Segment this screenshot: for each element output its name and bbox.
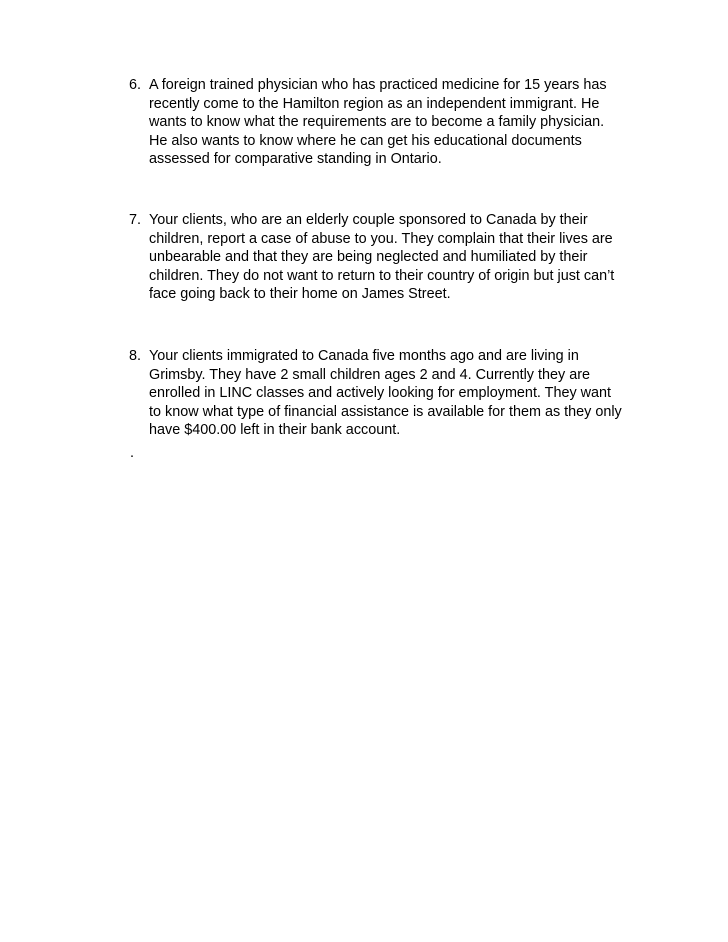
question-item-7 (129, 211, 629, 304)
item-number: 7. (129, 212, 142, 228)
item-number: 6. (129, 77, 142, 93)
item-text (149, 211, 629, 304)
text-line: recently come to the Hamilton region as an independent immigrant. He (149, 95, 600, 112)
text-line: unbearable and that they are being neglected and humiliated by their (149, 249, 588, 265)
text-line: children. They do not want to return to their country of origin but just can’t (149, 267, 615, 284)
text-line: Your clients, who are an elderly couple sponsored to Canada by their (149, 212, 588, 228)
question-item-8 (129, 347, 629, 440)
item-number: 8. (129, 348, 142, 364)
text-line: children, report a case of abuse to you. They complain that their lives are (149, 230, 613, 247)
text-line: enrolled in LINC classes and actively looking for employment. They want (149, 385, 612, 401)
item-text (149, 347, 629, 440)
text-line: have $400.00 left in their bank account. (149, 422, 401, 438)
text-line: He also wants to know where he can get his educational documents (149, 132, 582, 149)
text-line: to know what type of financial assistance is available for them as they only (149, 403, 622, 420)
text-line: Grimsby. They have 2 small children ages 2 and 4. Currently they are (149, 366, 590, 383)
question-item-6 (129, 76, 629, 169)
text-line: A foreign trained physician who has practiced medicine for 15 years has (149, 77, 607, 93)
text-line: wants to know what the requirements are to become a family physician. (149, 114, 605, 130)
text-line: face going back to their home on James Street. (149, 286, 451, 302)
trailing-period: . (130, 445, 134, 461)
item-text (149, 76, 629, 169)
text-line: Your clients immigrated to Canada five months ago and are living in (149, 348, 579, 364)
text-line: assessed for comparative standing in Ontario. (149, 151, 442, 167)
